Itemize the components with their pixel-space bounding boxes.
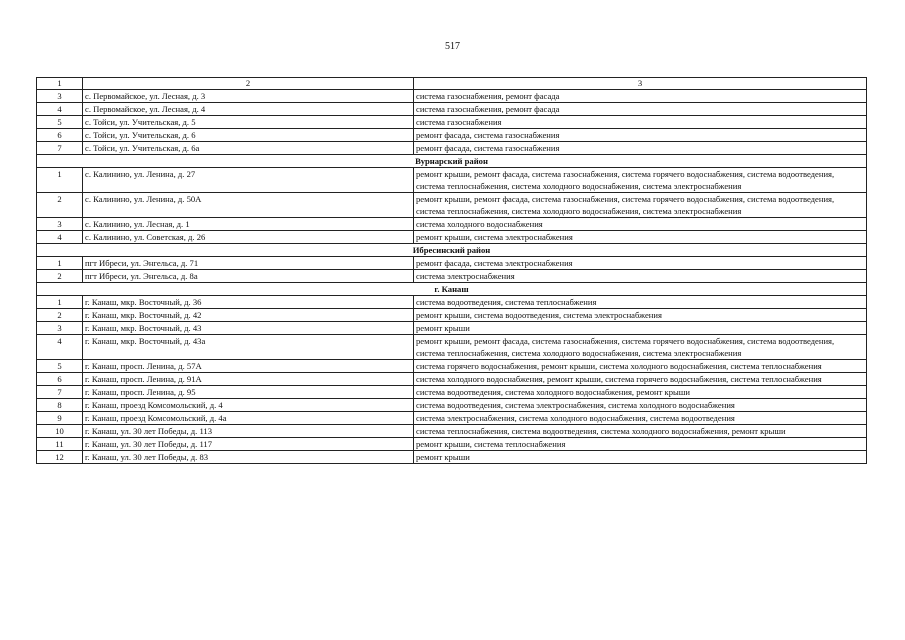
- row-number: 2: [37, 309, 83, 322]
- table-row: [37, 90, 867, 103]
- table-row: [37, 335, 867, 360]
- table-row: [37, 296, 867, 309]
- works-cell: система электроснабжения, система холодного водоснабжения, система водоотведения: [414, 412, 867, 425]
- table-body: [37, 90, 867, 464]
- works-cell: система электроснабжения: [414, 270, 867, 283]
- row-number: 9: [37, 412, 83, 425]
- works-cell: ремонт крыши, ремонт фасада, система газоснабжения, система горячего водоснабжения, система водоотведения, система теплоснабжения, система холодного водоснабжения, система электроснабжения: [414, 335, 867, 360]
- table-row: [37, 103, 867, 116]
- row-number: 12: [37, 451, 83, 464]
- table-row: [37, 399, 867, 412]
- row-number: 4: [37, 103, 83, 116]
- row-number: 6: [37, 373, 83, 386]
- row-number: 1: [37, 296, 83, 309]
- address-cell: с. Тойси, ул. Учительская, д. 6а: [83, 142, 414, 155]
- section-row: [37, 283, 867, 296]
- row-number: 2: [37, 193, 83, 218]
- table-row: [37, 386, 867, 399]
- table-row: [37, 412, 867, 425]
- table-row: [37, 129, 867, 142]
- row-number: 4: [37, 335, 83, 360]
- row-number: 2: [37, 270, 83, 283]
- row-number: 8: [37, 399, 83, 412]
- row-number: 3: [37, 218, 83, 231]
- row-number: 6: [37, 129, 83, 142]
- column-header-3: 3: [414, 78, 867, 90]
- address-cell: г. Канаш, просп. Ленина, д. 91А: [83, 373, 414, 386]
- works-cell: ремонт крыши, ремонт фасада, система газоснабжения, система горячего водоснабжения, система водоотведения, система теплоснабжения, система холодного водоснабжения, система электроснабжения: [414, 193, 867, 218]
- table-row: [37, 193, 867, 218]
- works-cell: система холодного водоснабжения: [414, 218, 867, 231]
- address-cell: г. Канаш, просп. Ленина, д. 57А: [83, 360, 414, 373]
- table-row: [37, 218, 867, 231]
- address-cell: г. Канаш, просп. Ленина, д. 95: [83, 386, 414, 399]
- address-cell: с. Первомайское, ул. Лесная, д. 4: [83, 103, 414, 116]
- address-cell: г. Канаш, ул. 30 лет Победы, д. 83: [83, 451, 414, 464]
- works-cell: система газоснабжения, ремонт фасада: [414, 90, 867, 103]
- address-cell: г. Канаш, мкр. Восточный, д. 36: [83, 296, 414, 309]
- address-cell: г. Канаш, мкр. Восточный, д. 43: [83, 322, 414, 335]
- row-number: 3: [37, 90, 83, 103]
- row-number: 5: [37, 360, 83, 373]
- address-cell: с. Тойси, ул. Учительская, д. 5: [83, 116, 414, 129]
- address-cell: пгт Ибреси, ул. Энгельса, д. 8а: [83, 270, 414, 283]
- page-number: 517: [445, 41, 460, 52]
- address-cell: г. Канаш, мкр. Восточный, д. 43а: [83, 335, 414, 360]
- table-row: [37, 142, 867, 155]
- address-cell: г. Канаш, проезд Комсомольский, д. 4а: [83, 412, 414, 425]
- works-cell: ремонт крыши: [414, 322, 867, 335]
- row-number: 1: [37, 168, 83, 193]
- row-number: 4: [37, 231, 83, 244]
- row-number: 7: [37, 386, 83, 399]
- table-row: [37, 270, 867, 283]
- column-header-2: 2: [83, 78, 414, 90]
- works-cell: система газоснабжения, ремонт фасада: [414, 103, 867, 116]
- works-cell: ремонт фасада, система газоснабжения: [414, 129, 867, 142]
- address-cell: с. Калинино, ул. Ленина, д. 27: [83, 168, 414, 193]
- works-cell: ремонт крыши, система теплоснабжения: [414, 438, 867, 451]
- works-cell: система водоотведения, система теплоснабжения: [414, 296, 867, 309]
- section-title: Вурнарский район: [37, 155, 867, 168]
- address-cell: с. Первомайское, ул. Лесная, д. 3: [83, 90, 414, 103]
- works-cell: ремонт крыши: [414, 451, 867, 464]
- address-cell: с. Калинино, ул. Советская, д. 26: [83, 231, 414, 244]
- address-cell: с. Тойси, ул. Учительская, д. 6: [83, 129, 414, 142]
- table-header-row: [37, 78, 867, 90]
- address-cell: г. Канаш, ул. 30 лет Победы, д. 113: [83, 425, 414, 438]
- address-cell: г. Канаш, проезд Комсомольский, д. 4: [83, 399, 414, 412]
- table-row: [37, 309, 867, 322]
- table-row: [37, 438, 867, 451]
- table-row: [37, 231, 867, 244]
- works-cell: система теплоснабжения, система водоотведения, система холодного водоснабжения, ремонт крыши: [414, 425, 867, 438]
- address-cell: с. Калинино, ул. Ленина, д. 50А: [83, 193, 414, 218]
- table-row: [37, 360, 867, 373]
- row-number: 5: [37, 116, 83, 129]
- section-title: г. Канаш: [37, 283, 867, 296]
- table-row: [37, 451, 867, 464]
- row-number: 10: [37, 425, 83, 438]
- table-row: [37, 116, 867, 129]
- works-cell: ремонт фасада, система газоснабжения: [414, 142, 867, 155]
- works-cell: система водоотведения, система холодного водоснабжения, ремонт крыши: [414, 386, 867, 399]
- column-header-1: 1: [37, 78, 83, 90]
- works-cell: ремонт крыши, система водоотведения, система электроснабжения: [414, 309, 867, 322]
- table-row: [37, 257, 867, 270]
- works-cell: система газоснабжения: [414, 116, 867, 129]
- works-table: [36, 77, 867, 464]
- section-title: Ибресинский район: [37, 244, 867, 257]
- address-cell: г. Канаш, ул. 30 лет Победы, д. 117: [83, 438, 414, 451]
- works-cell: ремонт крыши, ремонт фасада, система газоснабжения, система горячего водоснабжения, система водоотведения, система теплоснабжения, система холодного водоснабжения, система электроснабжения: [414, 168, 867, 193]
- works-cell: система горячего водоснабжения, ремонт крыши, система холодного водоснабжения, система теплоснабжения: [414, 360, 867, 373]
- section-row: [37, 244, 867, 257]
- row-number: 3: [37, 322, 83, 335]
- works-cell: ремонт фасада, система электроснабжения: [414, 257, 867, 270]
- address-cell: пгт Ибреси, ул. Энгельса, д. 71: [83, 257, 414, 270]
- row-number: 7: [37, 142, 83, 155]
- address-cell: с. Калинино, ул. Лесная, д. 1: [83, 218, 414, 231]
- table-row: [37, 373, 867, 386]
- table-row: [37, 425, 867, 438]
- row-number: 1: [37, 257, 83, 270]
- table-row: [37, 322, 867, 335]
- row-number: 11: [37, 438, 83, 451]
- works-cell: система водоотведения, система электроснабжения, система холодного водоснабжения: [414, 399, 867, 412]
- address-cell: г. Канаш, мкр. Восточный, д. 42: [83, 309, 414, 322]
- section-row: [37, 155, 867, 168]
- works-cell: система холодного водоснабжения, ремонт крыши, система горячего водоснабжения, система теплоснабжения: [414, 373, 867, 386]
- works-cell: ремонт крыши, система электроснабжения: [414, 231, 867, 244]
- table-row: [37, 168, 867, 193]
